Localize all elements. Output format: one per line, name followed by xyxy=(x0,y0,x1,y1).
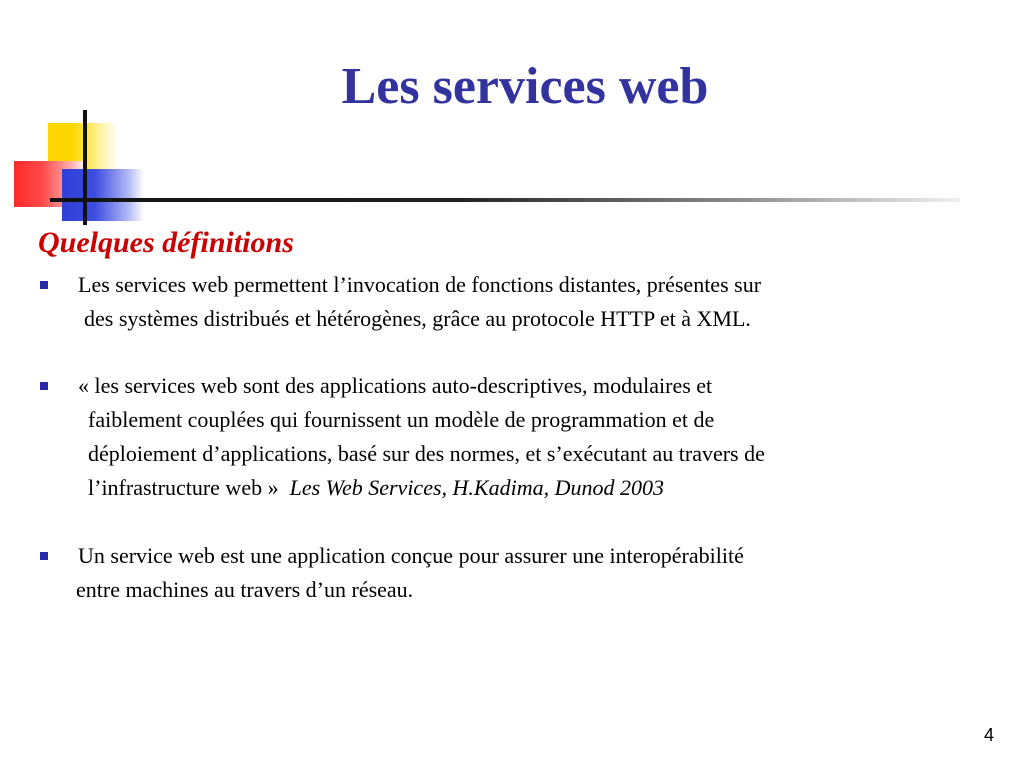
page-number: 4 xyxy=(983,725,994,745)
bullet-1-line-1: Les services web permettent l’invocation de fonctions distantes, présentes sur xyxy=(78,272,762,297)
section-heading: Quelques définitions xyxy=(38,226,294,259)
bullet-2-line-1: « les services web sont des applications auto-descriptives, modulaires et xyxy=(78,373,713,398)
bullet-2-line-2: faiblement couplées qui fournissent un modèle de programmation et de xyxy=(88,407,715,432)
bullet-2-line-4 xyxy=(88,471,664,505)
bullet-2-line-3: déploiement d’applications, basé sur des normes, et s’exécutant au travers de xyxy=(88,441,765,466)
bullet-1-line-2: des systèmes distribués et hétérogènes, grâce au protocole HTTP et à XML. xyxy=(84,306,751,331)
square-bullet-icon xyxy=(40,552,48,560)
bullet-2-line-4-text: l’infrastructure web » xyxy=(88,475,279,500)
blue-square-shape xyxy=(62,169,144,221)
bullet-3-line-2: entre machines au travers d’un réseau. xyxy=(76,577,414,602)
square-bullet-icon xyxy=(40,382,48,390)
red-square-shape xyxy=(14,161,86,207)
bullet-3-line-1: Un service web est une application conçue pour assurer une interopérabilité xyxy=(78,543,744,568)
title-underline-rule xyxy=(50,198,960,202)
square-bullet-icon xyxy=(40,281,48,289)
citation: Les Web Services, H.Kadima, Dunod 2003 xyxy=(289,475,664,500)
yellow-square-shape xyxy=(48,123,118,181)
vertical-rule xyxy=(83,110,87,225)
slide-title: Les services web xyxy=(341,58,709,115)
